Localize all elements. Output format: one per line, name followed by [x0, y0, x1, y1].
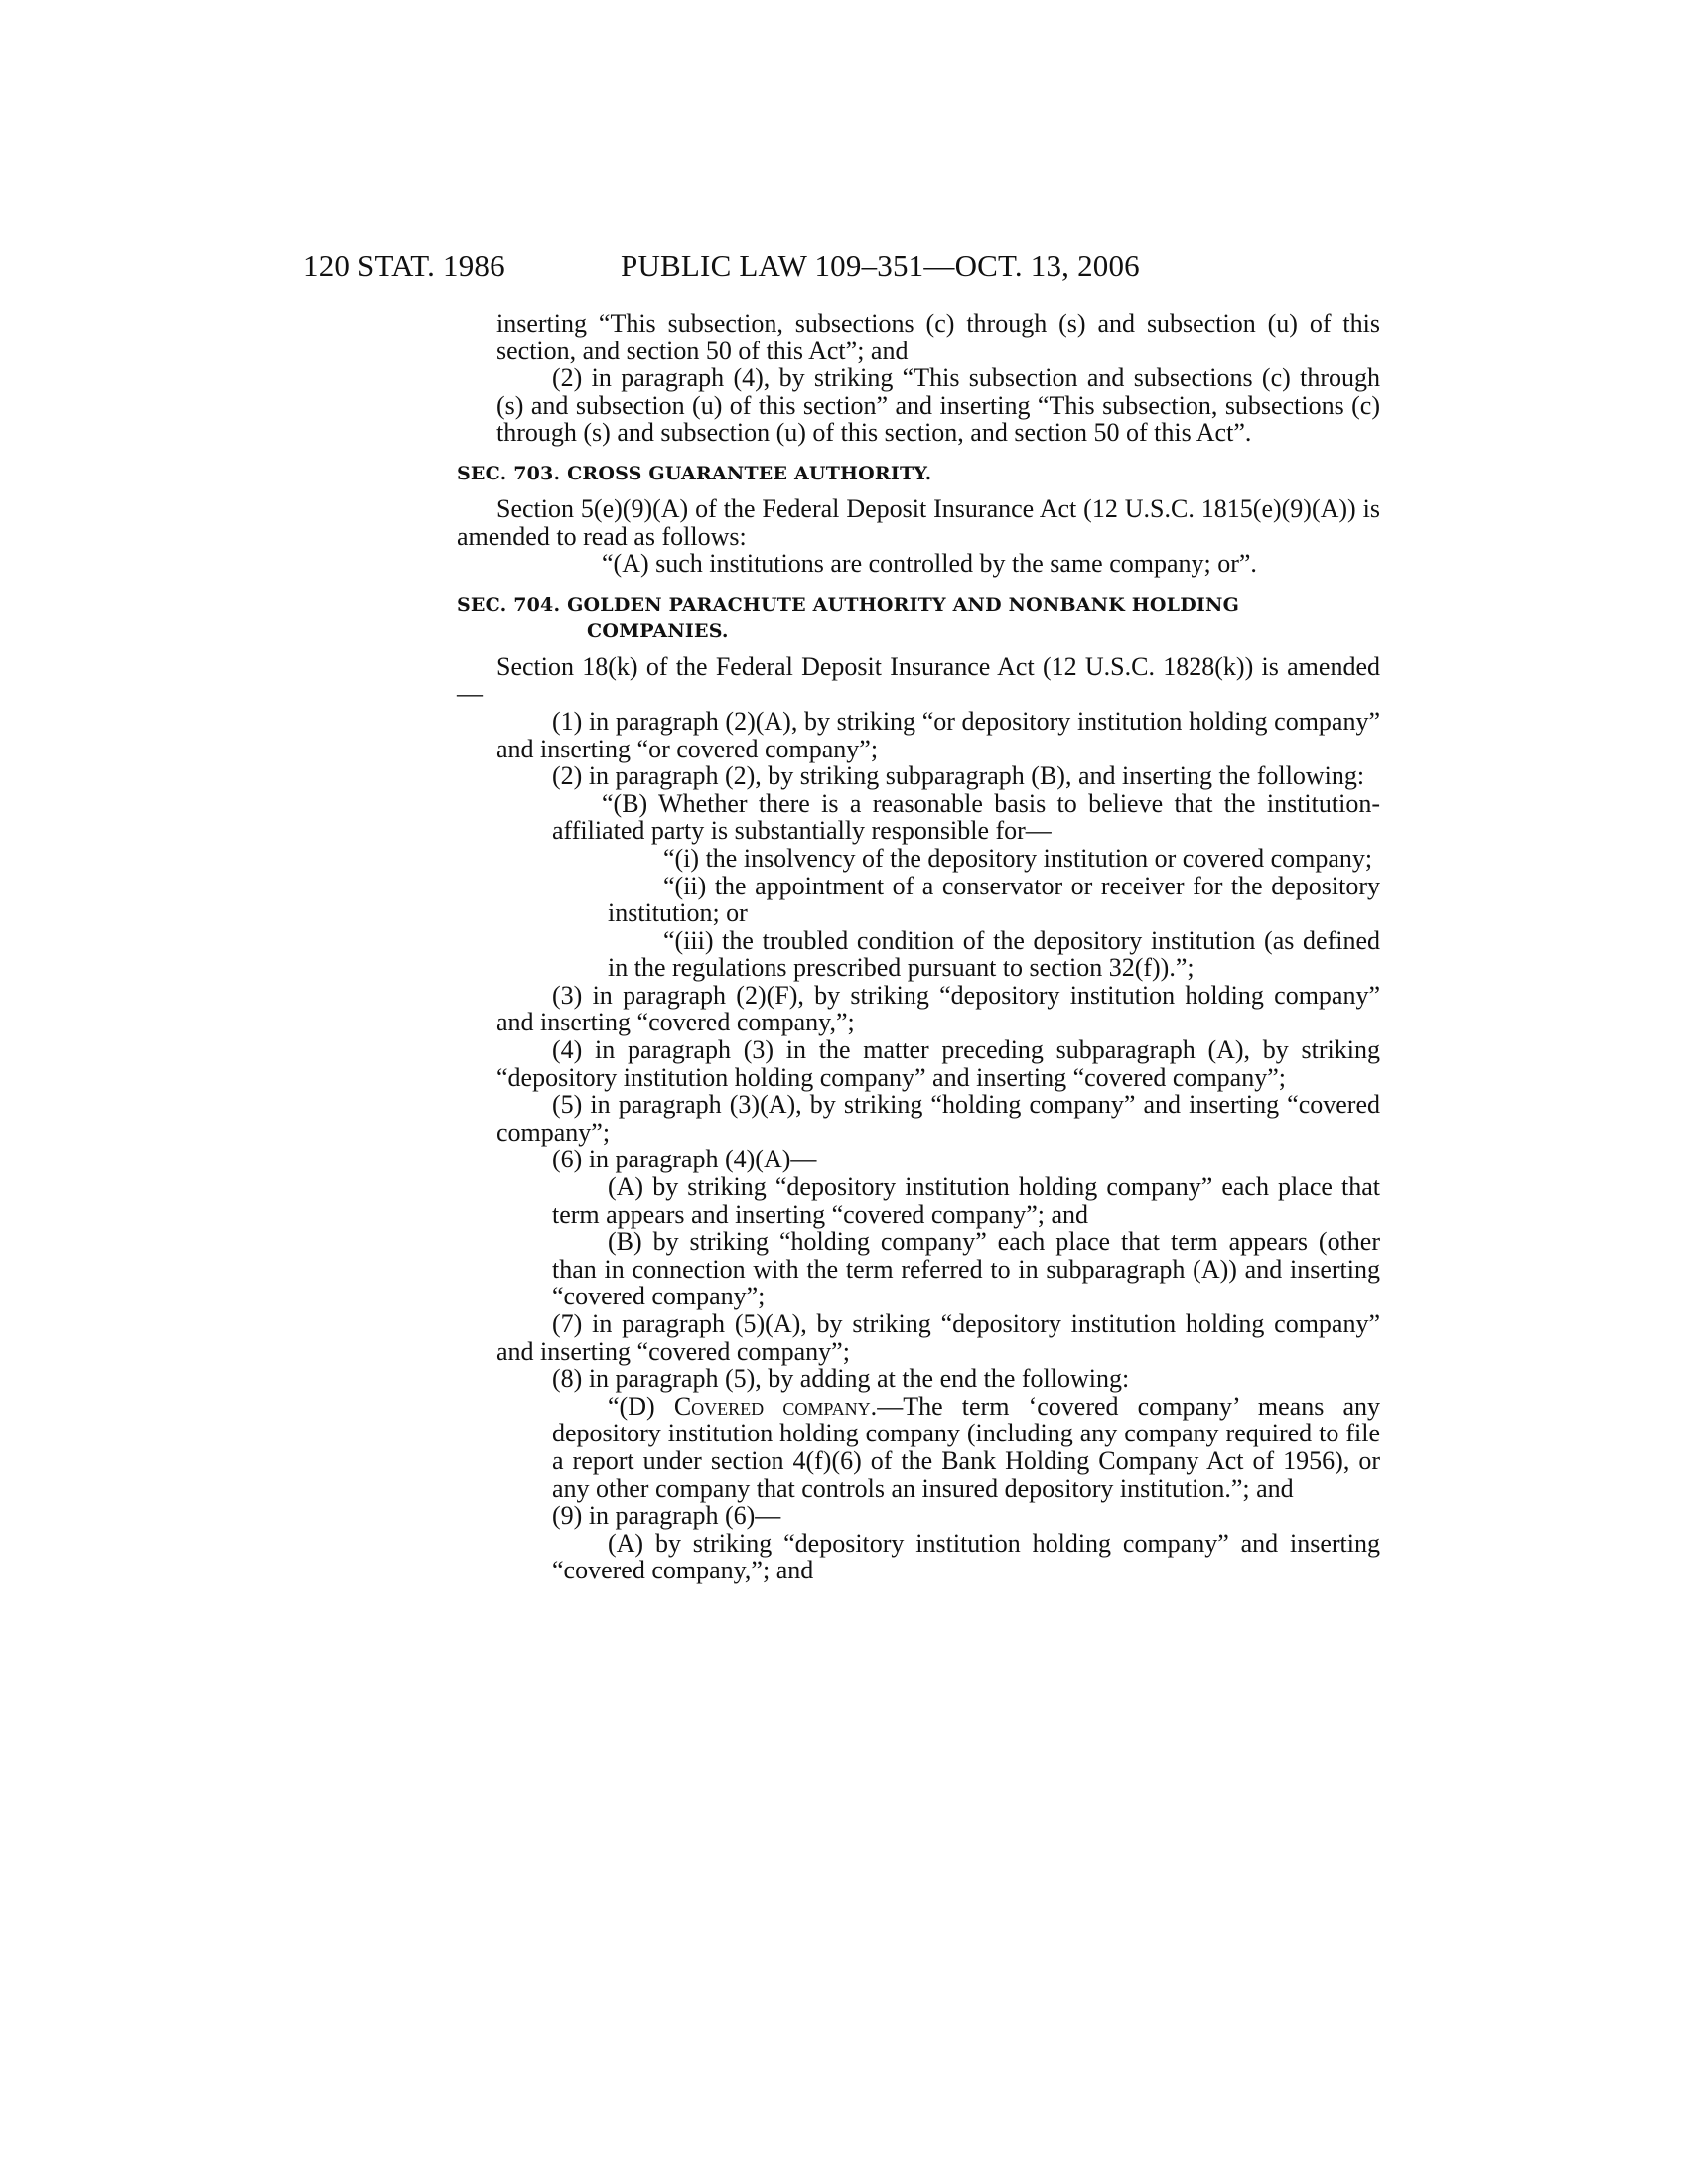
- item-2: (2) in paragraph (2), by striking subparagraph (B), and inserting the following:: [552, 761, 1365, 791]
- item-6: (6) in paragraph (4)(A)—: [552, 1145, 817, 1174]
- clause-iii: “(iii) the troubled condition of the depository institution (as defined in the regulations prescribed pursuant to section 32(f)).”;: [608, 925, 1380, 983]
- clause-ii: “(ii) the appointment of a conservator or receiver for the depository institution; or: [608, 871, 1380, 928]
- item-4: (4) in paragraph (3) in the matter preceding subparagraph (A), by striking “depository institution holding company” and inserting “covered company”;: [496, 1035, 1380, 1092]
- clause-i: “(i) the insolvency of the depository institution or covered company;: [663, 843, 1373, 873]
- item-8: (8) in paragraph (5), by adding at the end the following:: [552, 1364, 1130, 1394]
- continuation-paragraph: inserting “This subsection, subsections (c) through (s) and subsection (u) of this section, and section 50 of this Act”; and: [496, 309, 1380, 365]
- stat-page-number: 120 STAT. 1986: [303, 248, 505, 283]
- item-1: (1) in paragraph (2)(A), by striking “or depository institution holding company” and inserting “or covered company”;: [496, 706, 1380, 763]
- item-6-b: (B) by striking “holding company” each place that term appears (other than in connection with the term referred to in subparagraph (A)) and inserting “covered company”;: [552, 1227, 1380, 1311]
- defined-term: Covered company.: [673, 1391, 878, 1421]
- document-body: [457, 309, 1381, 1585]
- item-9-a: (A) by striking “depository institution holding company” and inserting “covered company,”; and: [552, 1528, 1380, 1585]
- item-9: (9) in paragraph (6)—: [552, 1501, 781, 1531]
- section-704-intro: Section 18(k) of the Federal Deposit Insurance Act (12 U.S.C. 1828(k)) is amended—: [457, 651, 1380, 709]
- running-header: PUBLIC LAW 109–351—OCT. 13, 2006: [621, 248, 1140, 283]
- section-703-intro: Section 5(e)(9)(A) of the Federal Deposit Insurance Act (12 U.S.C. 1815(e)(9)(A)) is amended to read as follows:: [457, 493, 1380, 551]
- subparagraph-d-prefix: “(D): [608, 1391, 674, 1421]
- subparagraph-d-text: —The term ‘covered company’ means any depository institution holding company (including any company required to file a report under section 4(f)(6) of the Bank Holding Company Act of 1956), or any other company that controls an insured depository institution.”; and: [552, 1391, 1381, 1503]
- paragraph-2: (2) in paragraph (4), by striking “This subsection and subsections (c) through (s) and subsection (u) of this section” and inserting “This subsection, subsections (c) through (s) and subsection (u) of this section, and section 50 of this Act”.: [496, 363, 1380, 448]
- section-heading-703: SEC. 703. CROSS GUARANTEE AUTHORITY.: [457, 462, 932, 484]
- section-heading-704: SEC. 704. GOLDEN PARACHUTE AUTHORITY AND NONBANK HOLDING COMPANIES.: [457, 593, 1239, 642]
- item-6-a: (A) by striking “depository institution holding company” each place that term appears and inserting “covered company”; and: [552, 1172, 1380, 1229]
- section-703-quote: “(A) such institutions are controlled by the same company; or”.: [602, 549, 1257, 579]
- subparagraph-b: “(B) Whether there is a reasonable basis to believe that the institution-affiliated party is substantially responsible for—: [552, 788, 1380, 846]
- item-7: (7) in paragraph (5)(A), by striking “depository institution holding company” and inserting “covered company”;: [496, 1309, 1380, 1366]
- item-5: (5) in paragraph (3)(A), by striking “holding company” and inserting “covered company”;: [496, 1090, 1380, 1147]
- subparagraph-d: [496, 1393, 1380, 1502]
- item-3: (3) in paragraph (2)(F), by striking “depository institution holding company” and inserting “covered company,”;: [496, 980, 1380, 1037]
